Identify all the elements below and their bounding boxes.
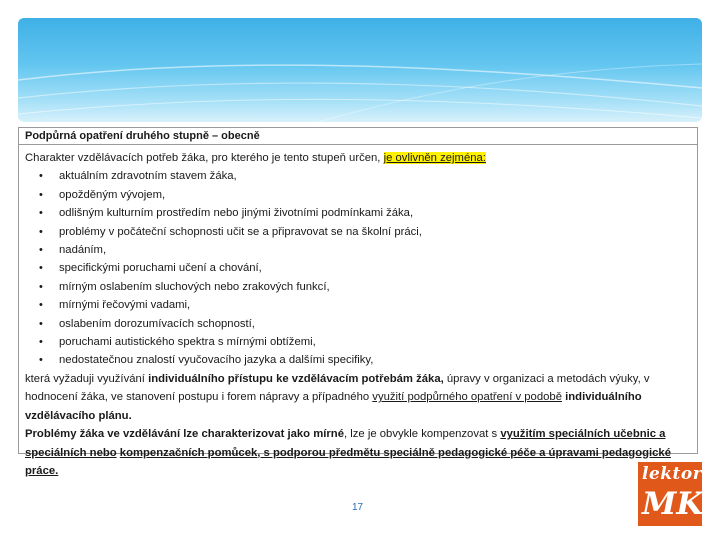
logo-text-mk: MK	[642, 486, 704, 522]
bullet-list	[25, 167, 691, 369]
bullet-icon: •	[39, 280, 43, 293]
bullet-icon: •	[39, 336, 43, 349]
document-header: Podpůrná opatření druhého stupně – obecně	[19, 128, 697, 145]
bullet-icon: •	[39, 225, 43, 238]
bullet-icon: •	[39, 262, 43, 275]
list-item: • odlišným kulturním prostředím nebo jinými životními podmínkami žáka,	[25, 204, 691, 222]
document-body	[19, 145, 697, 480]
lektor-mk-logo	[638, 462, 702, 526]
page-number: 17	[352, 502, 364, 513]
intro-sentence	[25, 149, 691, 167]
list-item: • specifickými poruchami učení a chování,	[25, 259, 691, 277]
bullet-icon: •	[39, 170, 43, 183]
bullet-icon: •	[39, 188, 43, 201]
list-item: • nedostatečnou znalostí vyučovacího jazyka a dalšími specifiky,	[25, 351, 691, 369]
header-banner	[18, 18, 702, 122]
paragraph-problems: Problémy žáka ve vzdělávání lze charakterizovat jako mírné, lze je obvykle kompenzovat s využitím speciálních učebnic a speciálních nebo kompenzačních pomůcek, s podporou předmětu speciálně pedagogické péče a úpravami pedagogické práce.	[25, 428, 671, 477]
paragraph-approach: která vyžaduji využívání individuálního přístupu ke vzdělávacím potřebám žáka, úpravy v organizaci a metodách výuky, v hodnocení žáka, ve stanovení postupu i forem nápravy a případného využití podpůrného opatření v podobě individuálního vzdělávacího plánu.	[25, 372, 650, 422]
list-item: • opožděným vývojem,	[25, 186, 691, 204]
bullet-icon: •	[39, 317, 43, 330]
list-item: • poruchami autistického spektra s mírnými obtížemi,	[25, 333, 691, 351]
list-item: • oslabením dorozumívacích schopností,	[25, 315, 691, 333]
list-item: • mírnými řečovými vadami,	[25, 296, 691, 314]
intro-highlight: je ovlivněn zejména:	[383, 152, 486, 164]
bullet-icon: •	[39, 244, 43, 257]
bullet-icon: •	[39, 354, 43, 367]
list-item: • nadáním,	[25, 241, 691, 259]
list-item: • aktuálním zdravotním stavem žáka,	[25, 167, 691, 185]
list-item: • mírným oslabením sluchových nebo zrakových funkcí,	[25, 278, 691, 296]
list-item: • problémy v počáteční schopnosti učit se a připravovat se na školní práci,	[25, 223, 691, 241]
banner-wave-decoration	[18, 18, 702, 122]
intro-text: Charakter vzdělávacích potřeb žáka, pro kterého je tento stupeň určen,	[25, 152, 384, 164]
logo-text-lektor: lektor	[642, 464, 703, 484]
bullet-icon: •	[39, 207, 43, 220]
bullet-icon: •	[39, 299, 43, 312]
